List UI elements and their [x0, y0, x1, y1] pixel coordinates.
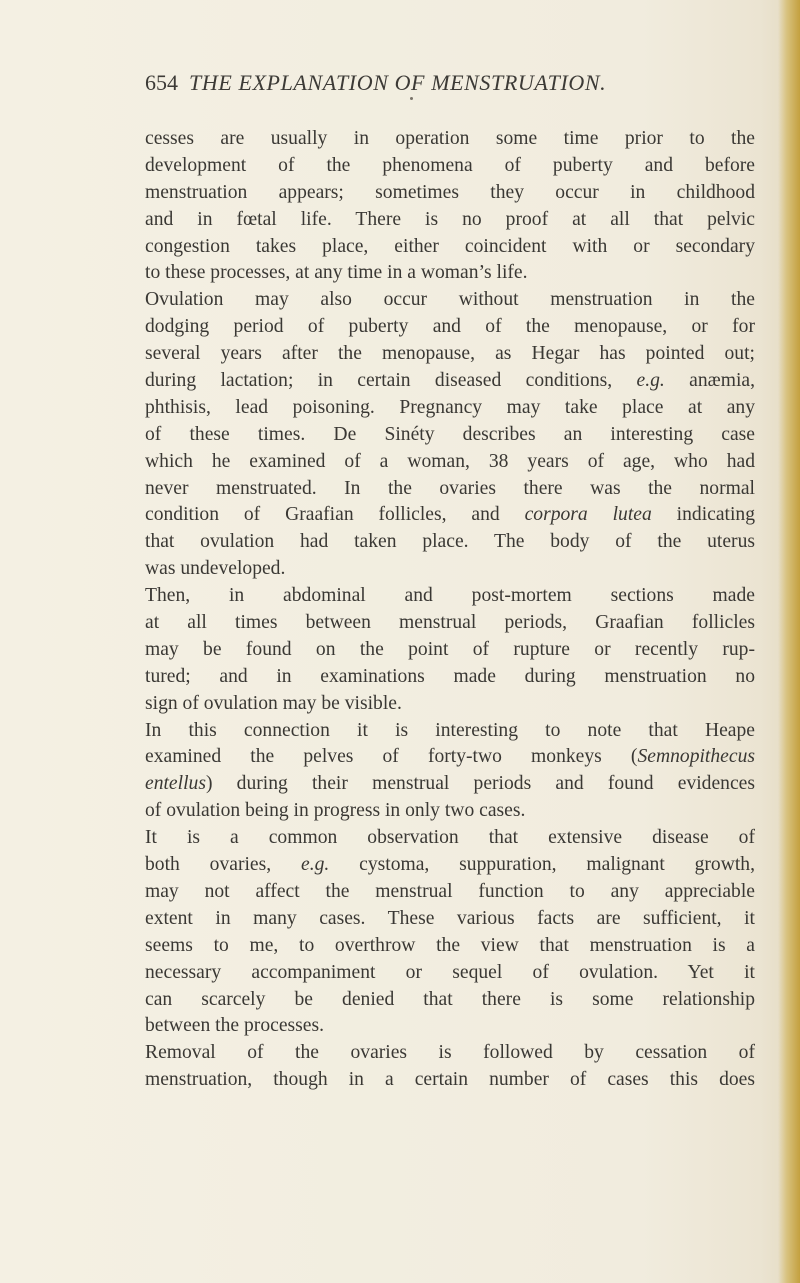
text-line: during lactation; in certain diseased conditions, e.g. anæmia,	[145, 370, 755, 392]
text-line: of these times. De Sinéty describes an interesting case	[145, 423, 755, 445]
ink-speck	[410, 97, 413, 100]
text-line: never menstruated. In the ovaries there was the normal	[145, 477, 755, 499]
text-line: development of the phenomena of puberty and before	[145, 154, 755, 176]
paragraph-start-line: Ovulation may also occur without menstruation in the	[145, 289, 755, 311]
text-line: of ovulation being in progress in only two cases.	[145, 800, 526, 822]
text-line: sign of ovulation may be visible.	[145, 692, 402, 714]
text-line: entellus) during their menstrual periods and found evidences	[145, 773, 755, 795]
text-line: which he examined of a woman, 38 years of age, who had	[145, 450, 755, 472]
paragraph-start-line: Removal of the ovaries is followed by cessation of	[145, 1042, 755, 1064]
text-line: phthisis, lead poisoning. Pregnancy may take place at any	[145, 396, 755, 418]
text-line: menstruation appears; sometimes they occur in childhood	[145, 181, 755, 203]
text-line: seems to me, to overthrow the view that menstruation is a	[145, 934, 755, 956]
text-line: and in fœtal life. There is no proof at all that pelvic	[145, 208, 755, 230]
italic-species-name: entellus	[145, 773, 206, 795]
text-line: congestion takes place, either coincident with or secondary	[145, 235, 755, 257]
text-line: dodging period of puberty and of the menopause, or for	[145, 316, 755, 338]
text-line: extent in many cases. These various facts are sufficient, it	[145, 907, 755, 929]
italic-species-name: Semnopithecus	[637, 746, 755, 768]
paragraph-start-line: Then, in abdominal and post-mortem sections made	[145, 585, 755, 607]
page-edge-stain	[778, 0, 800, 1283]
text-line: necessary accompaniment or sequel of ovulation. Yet it	[145, 961, 755, 983]
body-text	[145, 126, 755, 1094]
text-line: was undeveloped.	[145, 558, 286, 580]
page-number: 654	[145, 70, 178, 95]
paragraph-start-line: It is a common observation that extensive disease of	[145, 827, 755, 849]
text-line: condition of Graafian follicles, and corpora lutea indicating	[145, 504, 755, 526]
text-line: menstruation, though in a certain number of cases this does	[145, 1069, 755, 1091]
text-line: tured; and in examinations made during menstruation no	[145, 665, 755, 687]
text-line: cesses are usually in operation some time prior to the	[145, 128, 755, 149]
paragraph-start-line: In this connection it is interesting to note that Heape	[145, 719, 755, 741]
text-line: may not affect the menstrual function to any appreciable	[145, 880, 755, 902]
text-line: both ovaries, e.g. cystoma, suppuration, malignant growth,	[145, 854, 755, 876]
italic-term: corpora lutea	[524, 504, 652, 526]
italic-abbreviation: e.g.	[636, 370, 665, 392]
text-line: may be found on the point of rupture or recently rup-	[145, 638, 755, 660]
text-line: to these processes, at any time in a woman’s life.	[145, 262, 528, 284]
text-line: can scarcely be denied that there is some relationship	[145, 988, 755, 1010]
text-line: examined the pelves of forty-two monkeys (Semnopithecus	[145, 746, 755, 768]
text-line: several years after the menopause, as Hegar has pointed out;	[145, 343, 755, 365]
text-line: at all times between menstrual periods, Graafian follicles	[145, 612, 755, 634]
running-title: THE EXPLANATION OF MENSTRUATION.	[189, 70, 607, 95]
text-line: between the processes.	[145, 1015, 324, 1037]
italic-abbreviation: e.g.	[301, 854, 330, 876]
text-line: that ovulation had taken place. The body of the uterus	[145, 531, 755, 553]
